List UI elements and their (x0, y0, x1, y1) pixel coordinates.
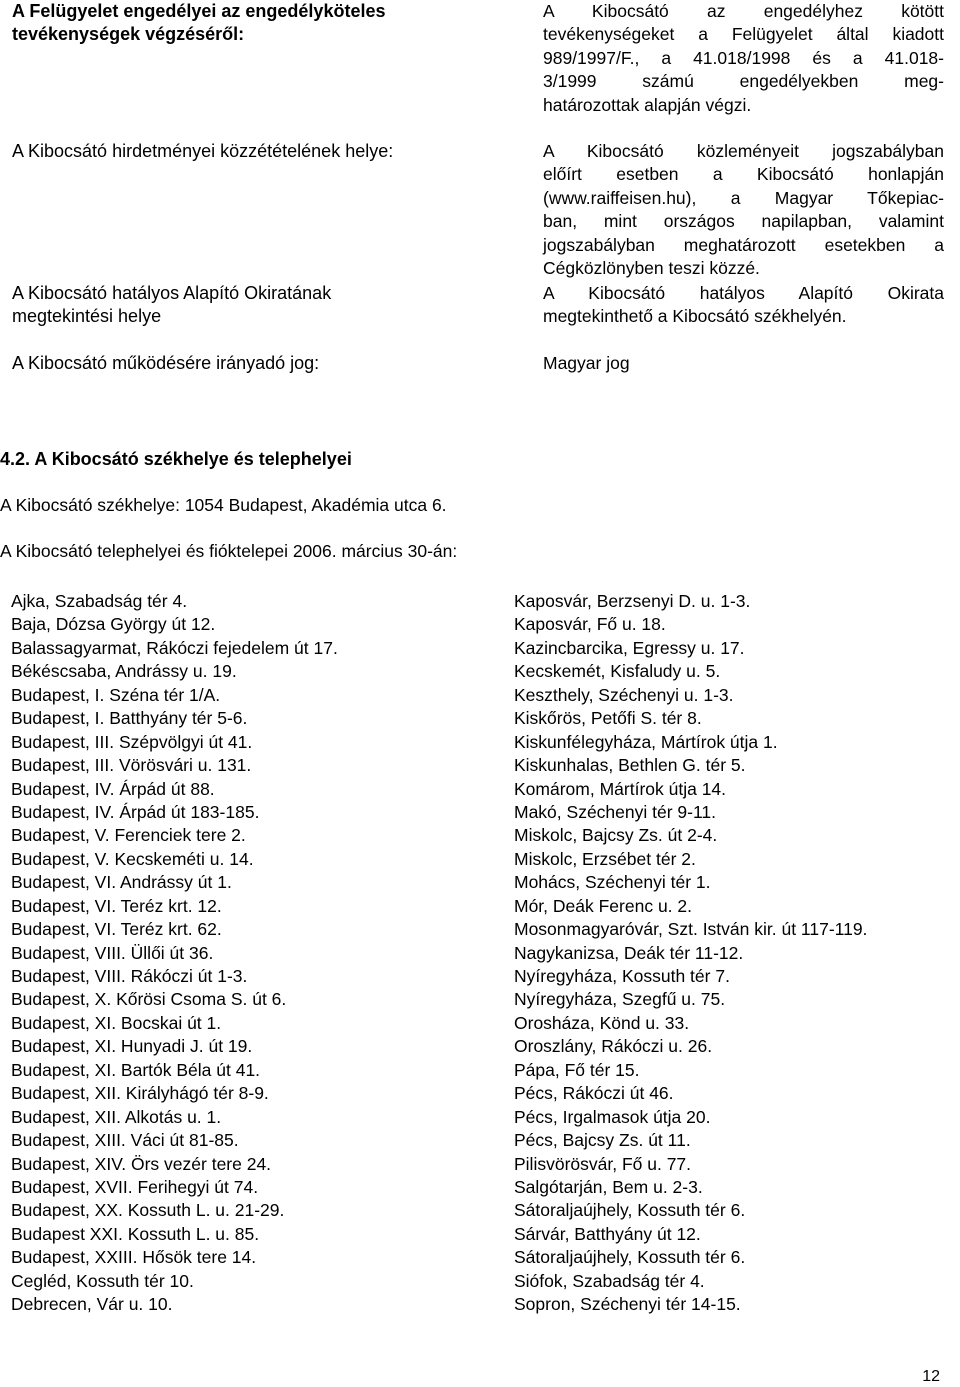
list-item: Sopron, Széchenyi tér 14-15. (514, 1294, 741, 1315)
list-item: Kazincbarcika, Egressy u. 17. (514, 637, 745, 658)
list-item: Sátoraljaújhely, Kossuth tér 6. (514, 1200, 746, 1221)
list-item: Komárom, Mártírok útja 14. (514, 778, 727, 799)
list-item: Miskolc, Bajcsy Zs. út 2-4. (514, 825, 718, 846)
list-item: Budapest, XI. Hunyadi J. út 19. (11, 1036, 253, 1057)
label-line: A Kibocsátó hatályos Alapító Okiratának (12, 283, 332, 303)
list-item: Mór, Deák Ferenc u. 2. (514, 895, 692, 916)
list-item: Kecskemét, Kisfaludy u. 5. (514, 661, 721, 682)
list-item: Salgótarján, Bem u. 2-3. (514, 1176, 703, 1197)
list-item: Pilisvörösvár, Fő u. 77. (514, 1153, 692, 1174)
list-item: Budapest, XI. Bartók Béla út 41. (11, 1059, 261, 1080)
list-item: Orosháza, Könd u. 33. (514, 1012, 690, 1033)
list-item: Sárvár, Batthyány út 12. (514, 1223, 701, 1244)
list-item: Budapest, III. Szépvölgyi út 41. (11, 731, 253, 752)
label-line: A Felügyelet engedélyei az engedélyköteles (12, 1, 386, 21)
value-line: jogszabályban meghatározott esetekben a (543, 234, 944, 255)
list-item: Budapest, IV. Árpád út 88. (11, 778, 215, 799)
list-item: Nyíregyháza, Kossuth tér 7. (514, 966, 730, 986)
list-item: Sátoraljaújhely, Kossuth tér 6. (514, 1247, 746, 1268)
list-item: Budapest, VIII. Rákóczi út 1-3. (11, 966, 248, 986)
label-line: A Kibocsátó hirdetményei közzétételének helye: (12, 141, 394, 161)
value-line: A Kibocsátó hatályos Alapító Okirata (543, 283, 944, 303)
value-announcements (543, 140, 944, 280)
list-item: Budapest, XI. Bocskai út 1. (11, 1012, 222, 1033)
list-item: Kaposvár, Fő u. 18. (514, 614, 666, 635)
value-line: (www.raiffeisen.hu), a Magyar Tőkepiac- (543, 187, 944, 208)
list-item: Mohács, Széchenyi tér 1. (514, 872, 711, 893)
seat-line: A Kibocsátó székhelye: 1054 Budapest, Akadémia utca 6. (0, 495, 447, 515)
list-item: Budapest, XII. Alkotás u. 1. (11, 1106, 222, 1127)
locations-left-list (11, 590, 338, 1317)
list-item: Nyíregyháza, Szegfű u. 75. (514, 989, 726, 1010)
list-item: Budapest, I. Széna tér 1/A. (11, 684, 221, 705)
section-heading: 4.2. A Kibocsátó székhelye és telephelyei (0, 449, 352, 469)
list-item: Budapest, VIII. Üllői út 36. (11, 942, 214, 963)
label-announcements (12, 140, 512, 163)
list-item: Cegléd, Kossuth tér 10. (11, 1270, 194, 1291)
page-number: 12 (922, 1368, 940, 1385)
list-item: Keszthely, Széchenyi u. 1-3. (514, 684, 734, 705)
value-line: Magyar jog (543, 353, 630, 373)
list-item: Pécs, Rákóczi út 46. (514, 1083, 674, 1104)
list-item: Pápa, Fő tér 15. (514, 1059, 640, 1080)
list-item: Kiskunhalas, Bethlen G. tér 5. (514, 755, 746, 776)
list-item: Budapest, XIV. Örs vezér tere 24. (11, 1153, 272, 1174)
list-item: Mosonmagyaróvár, Szt. István kir. út 117-119. (514, 919, 868, 940)
list-item: Budapest, VI. Teréz krt. 62. (11, 919, 222, 940)
label-line: megtekintési helye (12, 306, 162, 326)
list-item: Balassagyarmat, Rákóczi fejedelem út 17. (11, 637, 338, 658)
label-charter (12, 282, 512, 328)
list-item: Baja, Dózsa György út 12. (11, 614, 216, 635)
value-charter (543, 282, 944, 329)
list-item: Kiskunfélegyháza, Mártírok útja 1. (514, 731, 778, 752)
branches-intro: A Kibocsátó telephelyei és fióktelepei 2006. március 30-án: (0, 541, 458, 561)
locations-right-list (514, 590, 867, 1317)
label-governing-law (12, 352, 512, 375)
value-line: előírt esetben a Kibocsátó honlapján (543, 164, 944, 185)
value-line: 989/1997/F., a 41.018/1998 és a 41.018- (543, 47, 944, 68)
list-item: Budapest, IV. Árpád út 183-185. (11, 801, 260, 822)
list-item: Budapest, XII. Királyhágó tér 8-9. (11, 1083, 269, 1104)
value-line: Cégközlönyben teszi közzé. (543, 258, 760, 279)
value-line: A Kibocsátó az engedélyhez kötött (543, 1, 944, 21)
value-governing-law (543, 352, 944, 375)
list-item: Debrecen, Vár u. 10. (11, 1294, 173, 1315)
list-item: Budapest, VI. Andrássy út 1. (11, 872, 232, 893)
list-item: Ajka, Szabadság tér 4. (11, 591, 188, 611)
list-item: Budapest, XIII. Váci út 81-85. (11, 1130, 239, 1151)
value-line: tevékenységeket a Felügyelet által kiadott (543, 24, 944, 45)
list-item: Budapest, V. Kecskeméti u. 14. (11, 848, 254, 869)
list-item: Békéscsaba, Andrássy u. 19. (11, 661, 237, 682)
list-item: Kaposvár, Berzsenyi D. u. 1-3. (514, 591, 751, 611)
list-item: Budapest, III. Vörösvári u. 131. (11, 755, 252, 776)
list-item: Budapest, XX. Kossuth L. u. 21-29. (11, 1200, 285, 1221)
label-line: tevékenységek végzéséről: (12, 24, 245, 44)
value-line: 3/1999 számú engedélyekben meg- (543, 71, 944, 92)
value-permits (543, 0, 944, 117)
value-line: határozottak alapján végzi. (543, 94, 752, 115)
list-item: Nagykanizsa, Deák tér 11-12. (514, 942, 744, 963)
list-item: Siófok, Szabadság tér 4. (514, 1270, 705, 1291)
list-item: Budapest, VI. Teréz krt. 12. (11, 895, 222, 916)
list-item: Makó, Széchenyi tér 9-11. (514, 801, 716, 822)
value-line: ban, mint országos napilapban, valamint (543, 211, 944, 232)
list-item: Miskolc, Erzsébet tér 2. (514, 848, 696, 869)
list-item: Budapest, X. Kőrösi Csoma S. út 6. (11, 989, 287, 1010)
list-item: Budapest, I. Batthyány tér 5-6. (11, 708, 248, 729)
list-item: Budapest, XVII. Ferihegyi út 74. (11, 1176, 259, 1197)
label-line: A Kibocsátó működésére irányadó jog: (12, 353, 320, 373)
list-item: Budapest, XXIII. Hősök tere 14. (11, 1247, 257, 1268)
list-item: Budapest XXI. Kossuth L. u. 85. (11, 1223, 260, 1244)
list-item: Budapest, V. Ferenciek tere 2. (11, 825, 246, 846)
list-item: Pécs, Bajcsy Zs. út 11. (514, 1130, 691, 1151)
value-line: megtekinthető a Kibocsátó székhelyén. (543, 306, 847, 327)
value-line: A Kibocsátó közleményeit jogszabályban (543, 141, 944, 161)
label-permits (12, 0, 512, 46)
list-item: Kiskőrös, Petőfi S. tér 8. (514, 708, 702, 729)
list-item: Oroszlány, Rákóczi u. 26. (514, 1036, 713, 1057)
list-item: Pécs, Irgalmasok útja 20. (514, 1106, 711, 1127)
